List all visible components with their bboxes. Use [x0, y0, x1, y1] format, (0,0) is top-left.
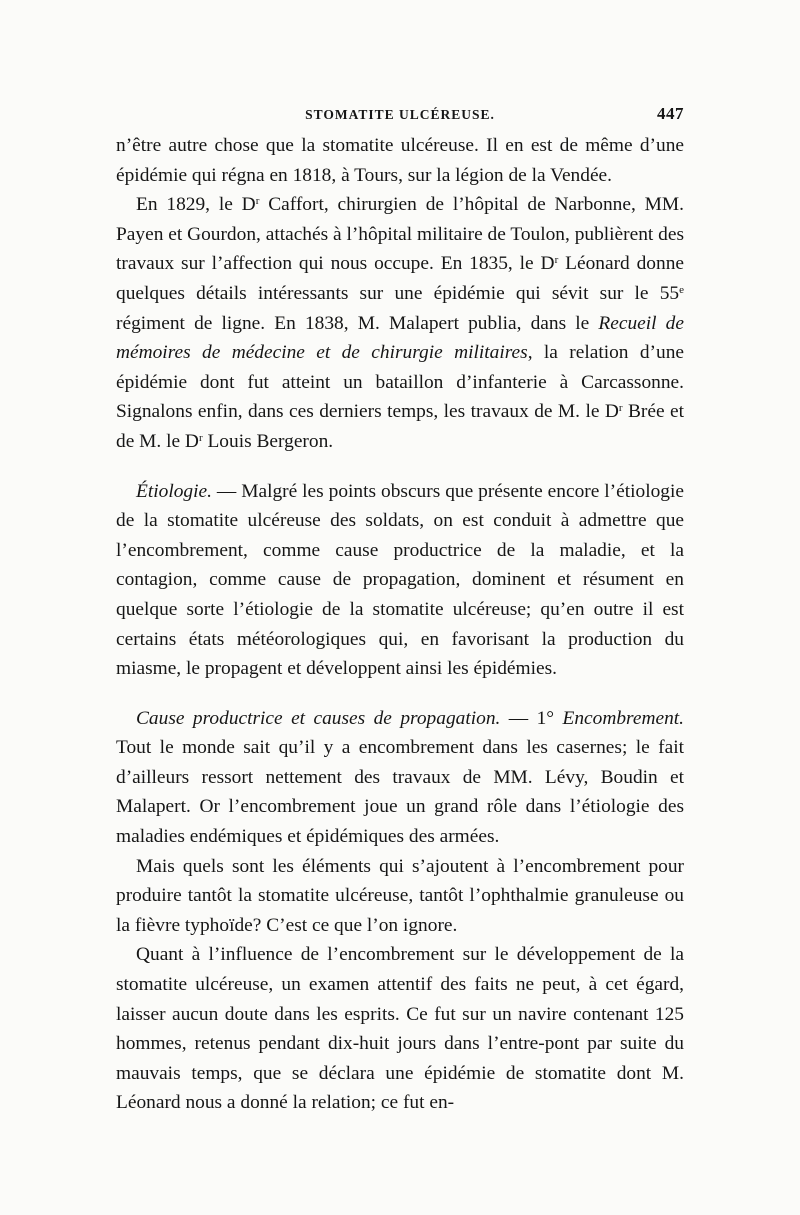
- paragraph-text: Léonard donne quelques détails intéressants sur une épidémie qui sévit sur le 55: [116, 253, 684, 304]
- subsection-heading: Encombrement.: [562, 707, 684, 729]
- section-heading: Étiologie.: [136, 480, 212, 502]
- paragraph-history: [116, 190, 684, 456]
- paragraph-text: — Malgré les points obscurs que présente encore l’étiologie de la stomatite ulcéreuse des soldats, on est conduit à admettre que l’encombrement, comme cause productrice de la maladie, et la contagion, comme cause de propagation, dominent et résument en quelque sorte l’étiologie de la stomatite ulcéreuse; qu’en outre il est certains états météorologiques qui, en favorisant la production du miasme, le propagent et développent ainsi les épidémies.: [116, 480, 684, 680]
- paragraph-text: n’être autre chose que la stomatite ulcéreuse. Il en est de même d’une épidémie qui régna en 1818, à Tours, sur la légion de la Vendée.: [116, 135, 684, 186]
- running-head: [116, 101, 684, 131]
- paragraph-etiologie: [116, 477, 684, 684]
- paragraph-text: régiment de ligne. En 1838, M. Malapert publia, dans le: [116, 312, 599, 334]
- book-page: [116, 101, 684, 1118]
- paragraph-text: En 1829, le D: [136, 194, 256, 216]
- superscript: r: [554, 254, 559, 267]
- paragraph-cause-productrice: [116, 704, 684, 852]
- book-title: Recueil de mémoires de médecine et de chirurgie militaires: [116, 312, 684, 364]
- paragraph-text: Caffort, chirurgien de l’hôpital de Narbonne, MM. Payen et Gourdon, attachés à l’hôpital militaire de Toulon, publièrent des travaux sur l’affection qui nous occupe. En 1835, le D: [116, 194, 684, 275]
- paragraph-text: Tout le monde sait qu’il y a encombrement dans les casernes; le fait d’ailleurs ressort nettement des travaux de MM. Lévy, Boudin et Malapert. Or l’encombrement joue un grand rôle dans l’étiologie des maladies endémiques et épidémiques des armées.: [116, 737, 684, 848]
- paragraph-text: Mais quels sont les éléments qui s’ajoutent à l’encombrement pour produire tantôt la stomatite ulcéreuse, tantôt l’ophthalmie granuleuse ou la fièvre typhoïde? C’est ce que l’on ignore.: [116, 855, 684, 936]
- paragraph-text: — 1°: [500, 707, 563, 729]
- paragraph-text: Quant à l’influence de l’encombrement sur le développement de la stomatite ulcéreuse, un examen attentif des faits ne peut, à cet égard, laisser aucun doute dans les esprits. Ce fut sur un navire contenant 125 hommes, retenus pendant dix-huit jours dans l’entre-pont par suite du mauvais temps, que se déclara une épidémie de stomatite dont M. Léonard nous a donné la relation; ce fut en-: [116, 944, 684, 1114]
- superscript: r: [618, 402, 623, 415]
- superscript: r: [198, 431, 203, 444]
- paragraph-continuation: [116, 131, 684, 190]
- running-title: STOMATITE ULCÉREUSE.: [305, 107, 495, 122]
- paragraph-elements: [116, 852, 684, 941]
- superscript: r: [255, 195, 260, 208]
- paragraph-influence: [116, 940, 684, 1118]
- section-heading: Cause productrice et causes de propagation.: [136, 707, 501, 729]
- paragraph-text: , la relation d’une épidémie dont fut atteint un bataillon d’infanterie à Carcassonne. Signalons enfin, dans ces derniers temps, les travaux de M. le D: [116, 342, 684, 423]
- paragraph-text: Brée et de M. le D: [116, 401, 684, 452]
- superscript: e: [679, 283, 684, 296]
- paragraph-text: Louis Bergeron.: [202, 430, 334, 452]
- page-number: 447: [657, 104, 684, 123]
